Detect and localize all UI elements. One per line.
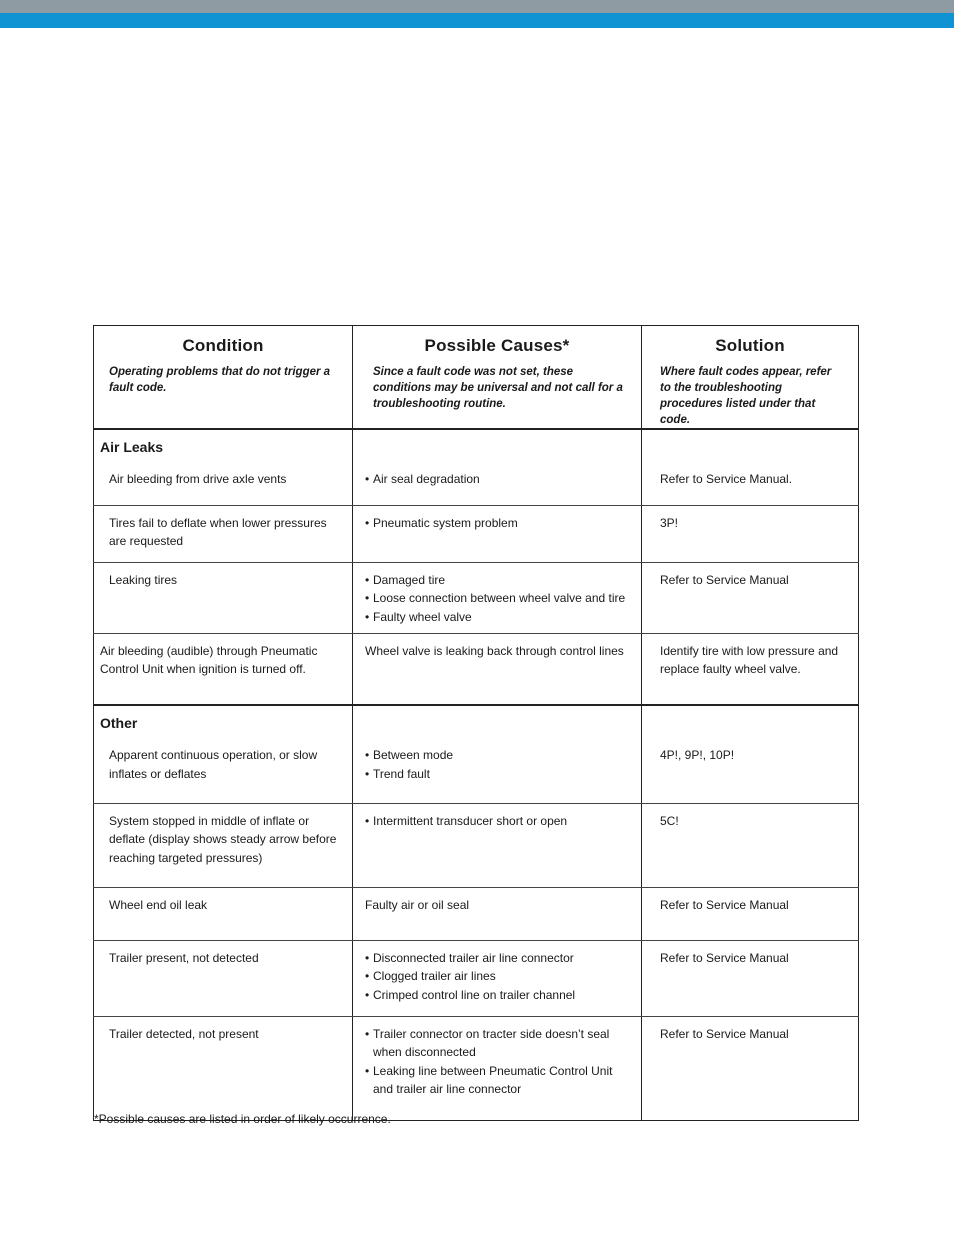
cause-item: • Leaking line between Pneumatic Control Unit and trailer air line connector bbox=[365, 1062, 635, 1099]
cause-item: • Disconnected trailer air line connector bbox=[365, 949, 635, 968]
table-row bbox=[94, 562, 859, 633]
section-title: Other bbox=[100, 715, 138, 731]
causes-list bbox=[353, 738, 641, 783]
causes-cell: Wheel valve is leaking back through control lines bbox=[365, 643, 624, 658]
condition-cell: System stopped in middle of inflate or deflate (display shows steady arrow before reaching targeted pressures) bbox=[109, 813, 337, 865]
causes-subtitle: Since a fault code was not set, these conditions may be universal and not call for a troubleshooting routine. bbox=[373, 366, 623, 410]
solution-header bbox=[642, 326, 859, 430]
condition-cell: Trailer detected, not present bbox=[109, 1026, 259, 1041]
condition-cell: Apparent continuous operation, or slow inflates or deflates bbox=[109, 748, 318, 781]
solution-cell: 3P! bbox=[660, 515, 679, 530]
causes-header bbox=[353, 326, 642, 430]
cause-item: • Intermittent transducer short or open bbox=[365, 812, 635, 831]
cause-item: • Air seal degradation bbox=[365, 470, 635, 489]
table-row bbox=[94, 803, 859, 887]
solution-subtitle: Where fault codes appear, refer to the troubleshooting procedures listed under that code. bbox=[660, 366, 832, 426]
solution-cell: 5C! bbox=[660, 813, 679, 828]
cause-item: • Crimped control line on trailer channel bbox=[365, 986, 635, 1005]
solution-cell: 4P!, 9P!, 10P! bbox=[660, 748, 735, 762]
causes-list bbox=[353, 563, 641, 627]
cause-item: • Pneumatic system problem bbox=[365, 514, 635, 533]
solution-cell: Refer to Service Manual bbox=[660, 897, 789, 912]
solution-cell: Identify tire with low pressure and replace faulty wheel valve. bbox=[660, 643, 839, 676]
footnote: *Possible causes are listed in order of likely occurrence. bbox=[94, 1112, 391, 1126]
solution-cell: Refer to Service Manual bbox=[660, 1026, 789, 1041]
solution-cell: Refer to Service Manual. bbox=[660, 472, 793, 486]
header-band-blue bbox=[0, 13, 954, 28]
condition-header bbox=[94, 326, 353, 430]
causes-cell: Faulty air or oil seal bbox=[365, 897, 470, 912]
condition-cell: Trailer present, not detected bbox=[109, 950, 259, 965]
table-row bbox=[94, 462, 859, 505]
header-band-gray bbox=[0, 0, 954, 13]
cause-item: • Faulty wheel valve bbox=[365, 608, 635, 627]
solution-cell: Refer to Service Manual bbox=[660, 572, 789, 587]
cause-item: • Loose connection between wheel valve and tire bbox=[365, 589, 635, 608]
cause-item: • Damaged tire bbox=[365, 571, 635, 590]
condition-cell: Tires fail to deflate when lower pressures are requested bbox=[109, 515, 327, 548]
troubleshooting-table bbox=[93, 325, 859, 1121]
cause-item: • Trailer connector on tracter side doesn’t seal when disconnected bbox=[365, 1025, 635, 1062]
solution-title: Solution bbox=[715, 336, 785, 355]
table-row bbox=[94, 1016, 859, 1120]
condition-cell: Wheel end oil leak bbox=[109, 897, 208, 912]
solution-cell: Refer to Service Manual bbox=[660, 950, 789, 965]
table-header-row bbox=[94, 326, 859, 430]
causes-list bbox=[353, 941, 641, 1005]
causes-title: Possible Causes* bbox=[424, 336, 570, 355]
causes-list bbox=[353, 1017, 641, 1099]
causes-list bbox=[353, 804, 641, 831]
table-row bbox=[94, 738, 859, 803]
table-row bbox=[94, 633, 859, 705]
condition-cell: Leaking tires bbox=[109, 572, 178, 587]
section-title: Air Leaks bbox=[100, 439, 164, 455]
cause-item: • Between mode bbox=[365, 746, 635, 765]
table-row bbox=[94, 887, 859, 940]
causes-list bbox=[353, 462, 641, 489]
condition-subtitle: Operating problems that do not trigger a fault code. bbox=[109, 366, 331, 394]
cause-item: • Clogged trailer air lines bbox=[365, 967, 635, 986]
section-header-row bbox=[94, 429, 859, 462]
condition-cell: Air bleeding (audible) through Pneumatic Control Unit when ignition is turned off. bbox=[100, 643, 318, 676]
table-row bbox=[94, 940, 859, 1016]
section-header-row bbox=[94, 705, 859, 738]
condition-cell: Air bleeding from drive axle vents bbox=[109, 472, 287, 486]
cause-item: • Trend fault bbox=[365, 765, 635, 784]
table-row bbox=[94, 505, 859, 562]
causes-list bbox=[353, 506, 641, 533]
condition-title: Condition bbox=[182, 336, 264, 355]
